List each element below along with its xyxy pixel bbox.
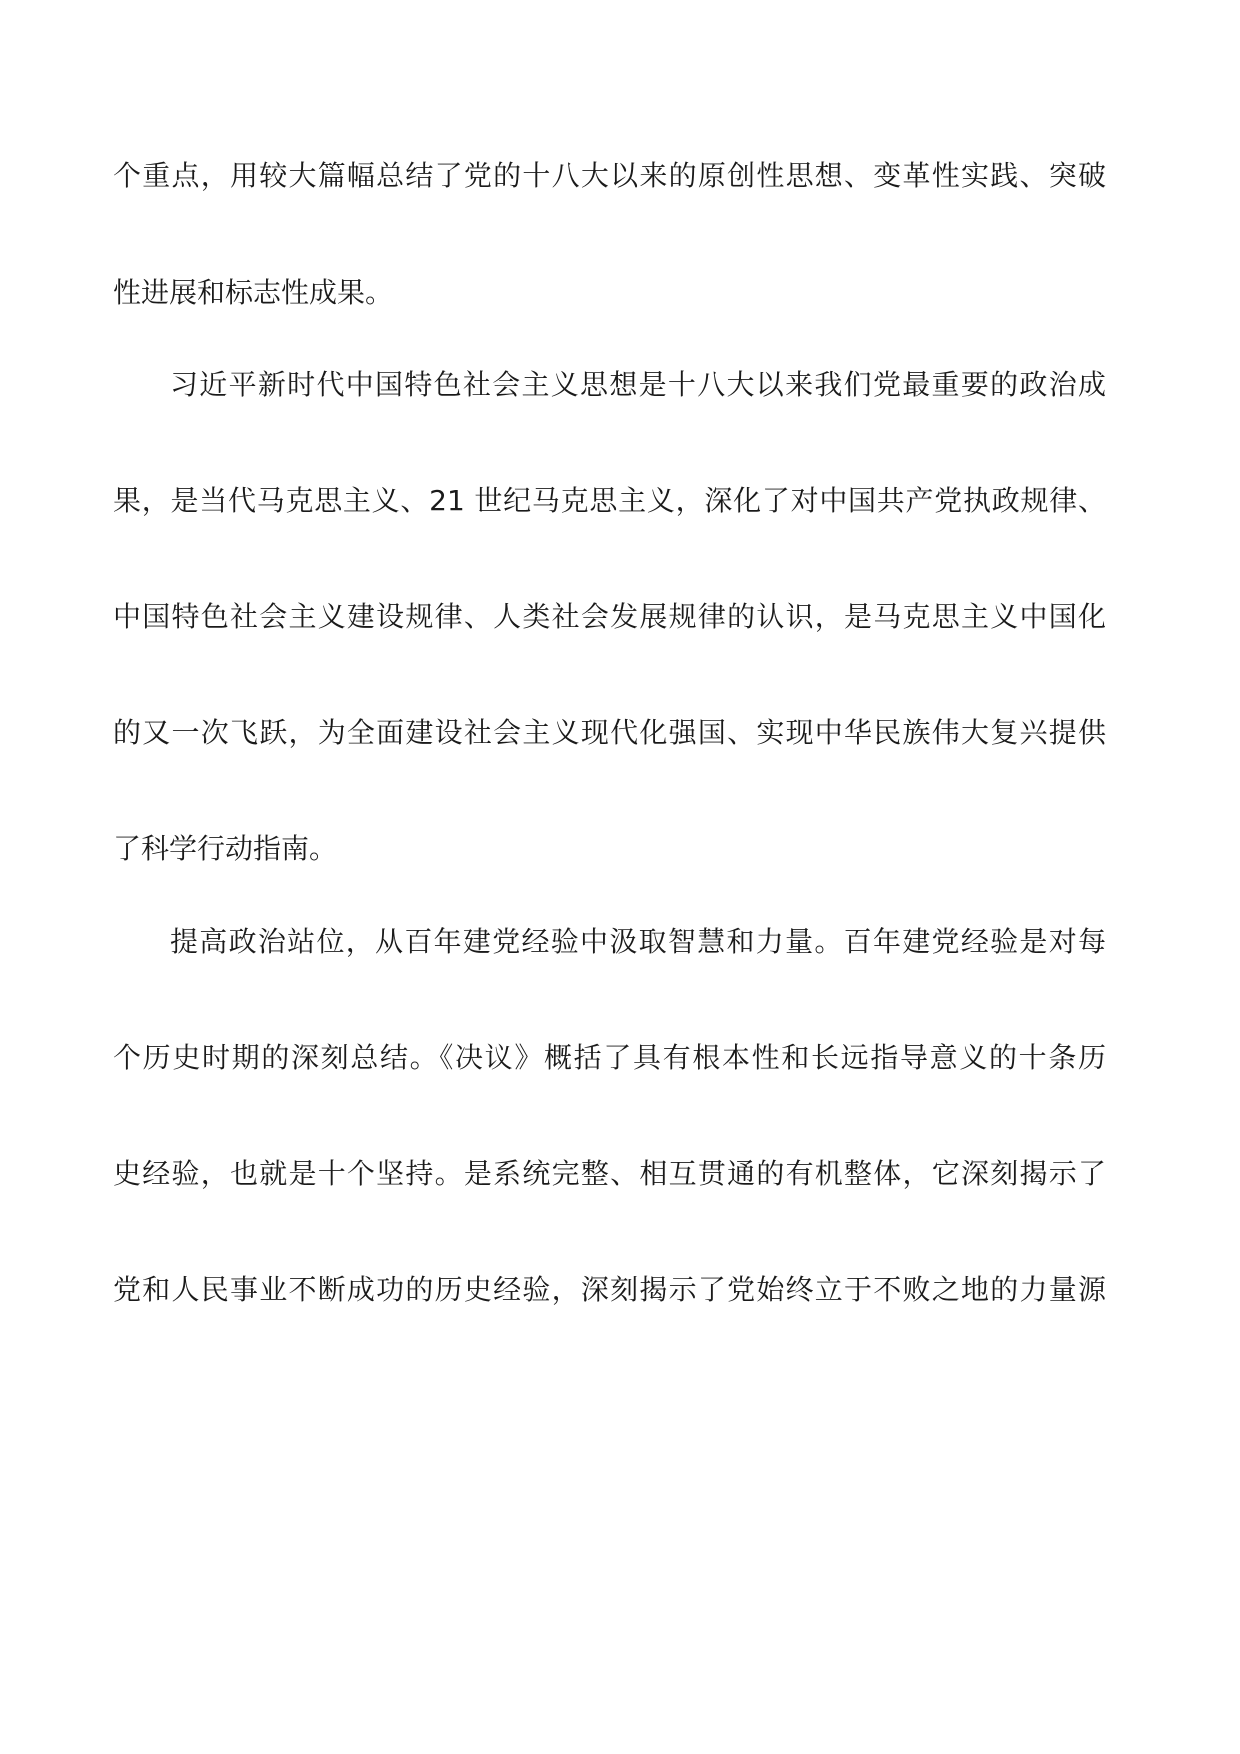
paragraph-2-line-3: 中国特色社会主义建设规律、人类社会发展规律的认识，是马克思主义中国化 xyxy=(113,600,1106,633)
paragraph-3-line-3: 史经验，也就是十个坚持。是系统完整、相互贯通的有机整体，它深刻揭示了 xyxy=(113,1157,1106,1190)
paragraph-2-line-1: 习近平新时代中国特色社会主义思想是十八大以来我们党最重要的政治成 xyxy=(170,368,1106,401)
paragraph-3-line-4: 党和人民事业不断成功的历史经验，深刻揭示了党始终立于不败之地的力量源 xyxy=(113,1273,1106,1306)
paragraph-2-line-2: 果，是当代马克思主义、21 世纪马克思主义，深化了对中国共产党执政规律、 xyxy=(113,484,1106,517)
paragraph-2-line-4: 的又一次飞跃，为全面建设社会主义现代化强国、实现中华民族伟大复兴提供 xyxy=(113,716,1106,749)
paragraph-2-line-5: 了科学行动指南。 xyxy=(113,832,338,865)
paragraph-3-line-1: 提高政治站位，从百年建党经验中汲取智慧和力量。百年建党经验是对每 xyxy=(170,925,1106,958)
paragraph-1-line-2: 性进展和标志性成果。 xyxy=(113,276,394,309)
paragraph-1-line-1: 个重点，用较大篇幅总结了党的十八大以来的原创性思想、变革性实践、突破 xyxy=(113,159,1106,192)
paragraph-3-line-2: 个历史时期的深刻总结。《决议》概括了具有根本性和长远指导意义的十条历 xyxy=(113,1041,1106,1074)
